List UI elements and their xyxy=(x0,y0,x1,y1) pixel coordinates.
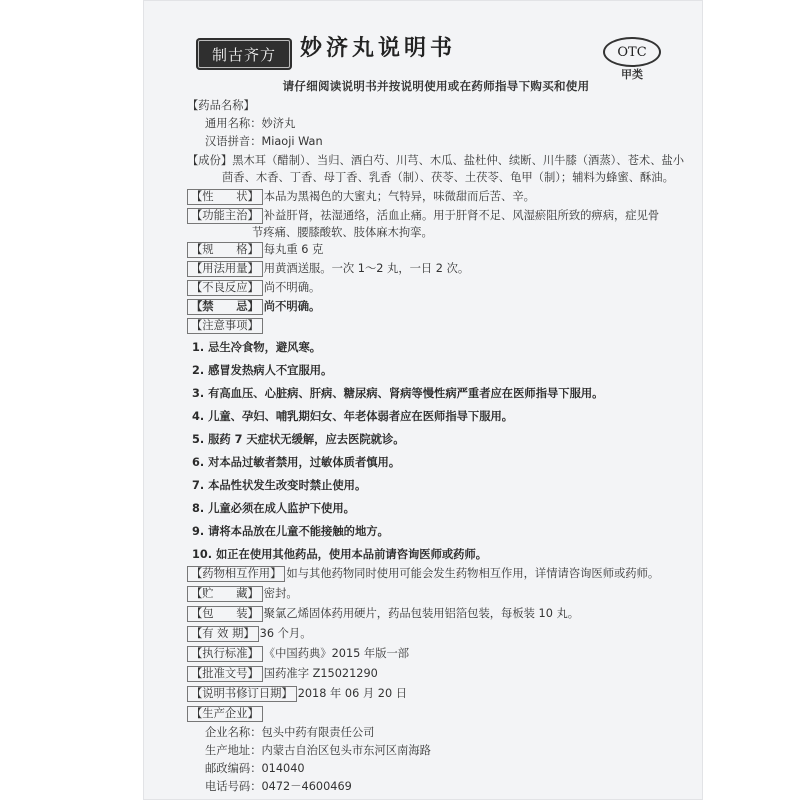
precaution-item: 6. 对本品过敏者禁用，过敏体质者慎用。 xyxy=(192,456,401,469)
section-text: 国药准字 Z15021290 xyxy=(263,667,378,680)
package-section xyxy=(187,606,579,622)
section-text: 用黄酒送服。一次 1～2 丸，一日 2 次。 xyxy=(263,262,470,275)
otc-class-label: 甲类 xyxy=(621,68,643,81)
section-text: 2018 年 06 月 20 日 xyxy=(297,687,408,700)
storage-section xyxy=(187,586,298,602)
section-text: 补益肝肾，祛湿通络，活血止痛。用于肝肾不足、风湿瘀阻所致的痹病，症见骨 xyxy=(263,209,660,222)
precaution-item: 5. 服药 7 天症状无缓解，应去医院就诊。 xyxy=(192,433,405,446)
section-text: 尚不明确。 xyxy=(263,300,321,313)
precaution-item: 7. 本品性状发生改变时禁止使用。 xyxy=(192,479,367,492)
usage-notice: 请仔细阅读说明书并按说明使用或在药师指导下购买和使用 xyxy=(282,79,590,93)
precaution-item: 8. 儿童必须在成人监护下使用。 xyxy=(192,502,355,515)
approval-section xyxy=(187,666,378,682)
section-label: 【生产企业】 xyxy=(187,706,263,722)
section-label: 【包 装】 xyxy=(187,606,263,622)
interactions-section xyxy=(187,566,659,582)
brand-logo: 制古齐方 xyxy=(196,38,292,70)
section-text: 如与其他药物同时使用可能会发生药物相互作用，详情请咨询医师或药师。 xyxy=(286,567,660,580)
section-text: 36 个月。 xyxy=(259,627,312,640)
revision-section xyxy=(187,686,407,702)
section-text: 密封。 xyxy=(263,587,298,600)
precaution-item: 10. 如正在使用其他药品，使用本品前请咨询医师或药师。 xyxy=(192,548,488,561)
properties-section xyxy=(187,189,535,205)
section-label: 【执行标准】 xyxy=(187,646,263,662)
section-label: 【说明书修订日期】 xyxy=(187,686,297,702)
indications-text-continued: 节疼痛、腰膝酸软、肢体麻木拘挛。 xyxy=(252,226,433,239)
manufacturer-postcode: 邮政编码：014040 xyxy=(205,762,305,775)
precaution-item: 3. 有高血压、心脏病、肝病、糖尿病、肾病等慢性病严重者应在医师指导下服用。 xyxy=(192,387,604,400)
section-label: 【药物相互作用】 xyxy=(187,566,285,582)
generic-name: 通用名称：妙济丸 xyxy=(205,117,296,130)
precaution-item: 9. 请将本品放在儿童不能接触的地方。 xyxy=(192,525,389,538)
section-label: 【贮 藏】 xyxy=(187,586,263,602)
section-label: 【禁 忌】 xyxy=(187,299,263,315)
section-label: 【不良反应】 xyxy=(187,280,263,296)
section-label: 【用法用量】 xyxy=(187,261,263,277)
validity-section xyxy=(187,626,312,642)
manufacturer-address: 生产地址：内蒙古自治区包头市东河区南海路 xyxy=(205,744,431,757)
precaution-item: 1. 忌生冷食物，避风寒。 xyxy=(192,341,322,354)
section-text: 本品为黑褐色的大蜜丸；气特异，味微甜而后苦、辛。 xyxy=(263,190,535,203)
section-label: 【性 状】 xyxy=(187,189,263,205)
adverse-section xyxy=(187,280,320,296)
section-label: 【成份】 xyxy=(187,154,233,167)
ingredients-text-continued: 茴香、木香、丁香、母丁香、乳香（制）、茯苓、土茯苓、龟甲（制）；辅料为蜂蜜、酥油。 xyxy=(222,171,674,184)
pinyin-name: 汉语拼音：Miaoji Wan xyxy=(205,135,323,148)
dosage-section xyxy=(187,261,469,277)
specification-section xyxy=(187,242,323,258)
section-label: 【功能主治】 xyxy=(187,208,263,224)
section-text: 聚氯乙烯固体药用硬片，药品包装用铝箔包装，每板装 10 丸。 xyxy=(263,607,580,620)
section-text: 《中国药典》2015 年版一部 xyxy=(263,647,410,660)
otc-badge: OTC xyxy=(603,37,661,67)
ingredients-section xyxy=(187,153,684,169)
section-label: 【有 效 期】 xyxy=(187,626,259,642)
section-label: 【批准文号】 xyxy=(187,666,263,682)
manufacturer-name: 企业名称：包头中药有限责任公司 xyxy=(205,726,375,739)
precautions-section xyxy=(187,318,264,334)
manufacturer-section xyxy=(187,706,264,722)
section-text: 每丸重 6 克 xyxy=(263,243,324,256)
section-label: 【注意事项】 xyxy=(187,318,263,334)
precaution-item: 2. 感冒发热病人不宜服用。 xyxy=(192,364,333,377)
ingredients-text: 黑木耳（醋制）、当归、酒白芍、川芎、木瓜、盐杜仲、续断、川牛膝（酒蒸）、苍术、盐小 xyxy=(232,154,685,167)
manufacturer-phone: 电话号码：0472－4600469 xyxy=(205,780,352,793)
section-label: 【规 格】 xyxy=(187,242,263,258)
standard-section xyxy=(187,646,409,662)
precaution-item: 4. 儿童、孕妇、哺乳期妇女、年老体弱者应在医师指导下服用。 xyxy=(192,410,514,423)
page-title: 妙济丸说明书 xyxy=(300,35,457,61)
drug-name-section xyxy=(187,98,255,114)
contraindications-section xyxy=(187,299,320,315)
indications-section xyxy=(187,208,659,224)
section-label: 【药品名称】 xyxy=(187,99,255,112)
section-text: 尚不明确。 xyxy=(263,281,321,294)
